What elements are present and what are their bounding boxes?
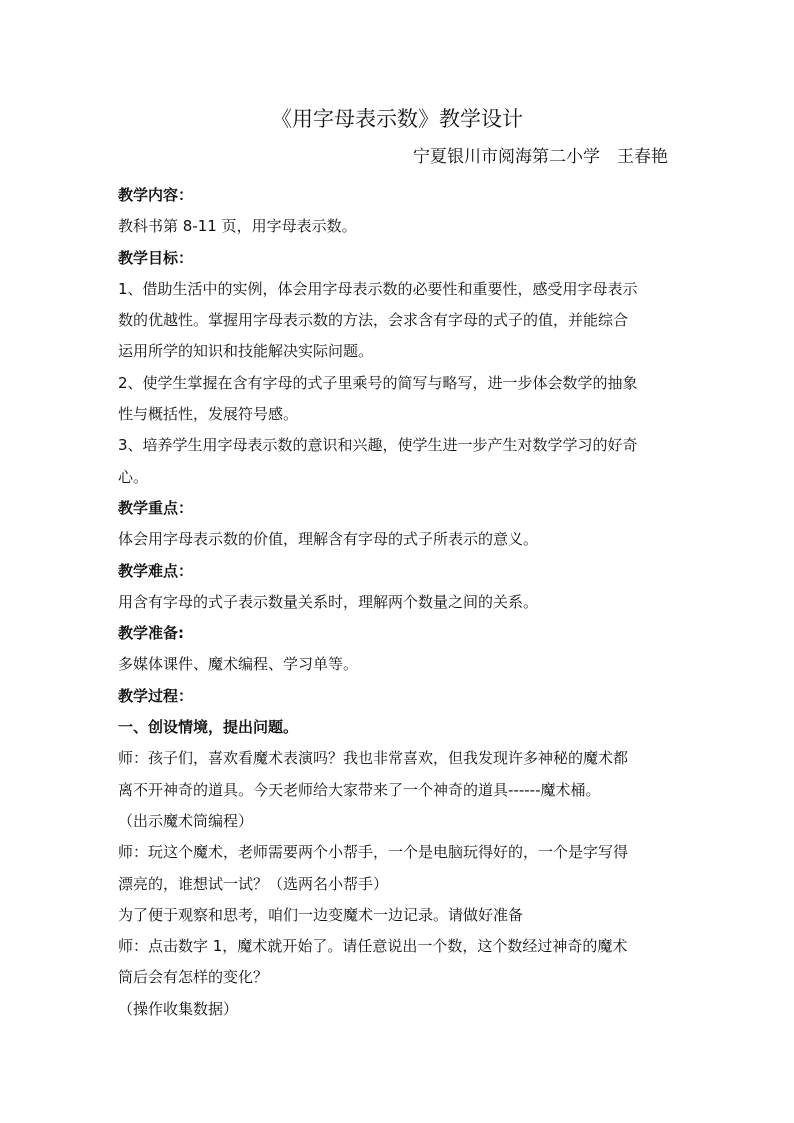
paragraph-line: 筒后会有怎样的变化？ — [118, 968, 269, 987]
heading-difficult-points: 教学难点： — [118, 561, 194, 580]
heading-teaching-goals: 教学目标： — [118, 248, 194, 267]
paragraph-line: 师：点击数字 1，魔术就开始了。请任意说出一个数，这个数经过神奇的魔术 — [118, 937, 628, 956]
goal-1-line: 运用所学的知识和技能解决实际问题。 — [118, 342, 374, 361]
author-line: 宁夏银川市阅海第二小学 王春艳 — [413, 147, 668, 167]
paragraph-line: 师：孩子们，喜欢看魔术表演吗？我也非常喜欢，但我发现许多神秘的魔术都 — [118, 749, 629, 768]
preparation-text: 多媒体课件、魔术编程、学习单等。 — [118, 655, 359, 674]
document-title: 《用字母表示数》教学设计 — [271, 107, 523, 131]
paragraph-line: （操作收集数据） — [118, 999, 239, 1018]
goal-3-line: 3、培养学生用字母表示数的意识和兴趣，使学生进一步产生对数学学习的好奇 — [118, 436, 638, 455]
goal-1-line: 1、借助生活中的实例，体会用字母表示数的必要性和重要性，感受用字母表示 — [118, 279, 638, 298]
goal-1-line: 数的优越性。掌握用字母表示数的方法，会求含有字母的式子的值，并能综合 — [118, 311, 629, 330]
goal-3-line: 心。 — [118, 467, 149, 486]
paragraph-line: 为了便于观察和思考，咱们一边变魔术一边记录。请做好准备 — [118, 905, 524, 924]
section-1-heading: 一、创设情境，提出问题。 — [118, 718, 299, 737]
heading-key-points: 教学重点： — [118, 498, 194, 517]
paragraph-line: （出示魔术筒编程） — [118, 811, 254, 830]
heading-teaching-content: 教学内容： — [118, 186, 194, 204]
document-body — [118, 180, 678, 1025]
teaching-content-text: 教科书第 8-11 页，用字母表示数。 — [118, 217, 357, 236]
goal-2-line: 2、使学生掌握在含有字母的式子里乘号的简写与略写，进一步体会数学的抽象 — [118, 373, 638, 392]
difficult-points-text: 用含有字母的式子表示数量关系时，理解两个数量之间的关系。 — [118, 592, 539, 611]
heading-preparation: 教学准备: — [118, 624, 184, 643]
paragraph-line: 离不开神奇的道具。今天老师给大家带来了一个神奇的道具------魔术桶。 — [118, 780, 601, 799]
key-points-text: 体会用字母表示数的价值，理解含有字母的式子所表示的意义。 — [118, 530, 539, 549]
paragraph-line: 漂亮的，谁想试一试？（选两名小帮手） — [118, 874, 389, 893]
heading-teaching-process: 教学过程： — [118, 686, 194, 705]
paragraph-line: 师：玩这个魔术，老师需要两个小帮手，一个是电脑玩得好的，一个是字写得 — [118, 843, 629, 862]
goal-2-line: 性与概括性，发展符号感。 — [118, 405, 299, 424]
